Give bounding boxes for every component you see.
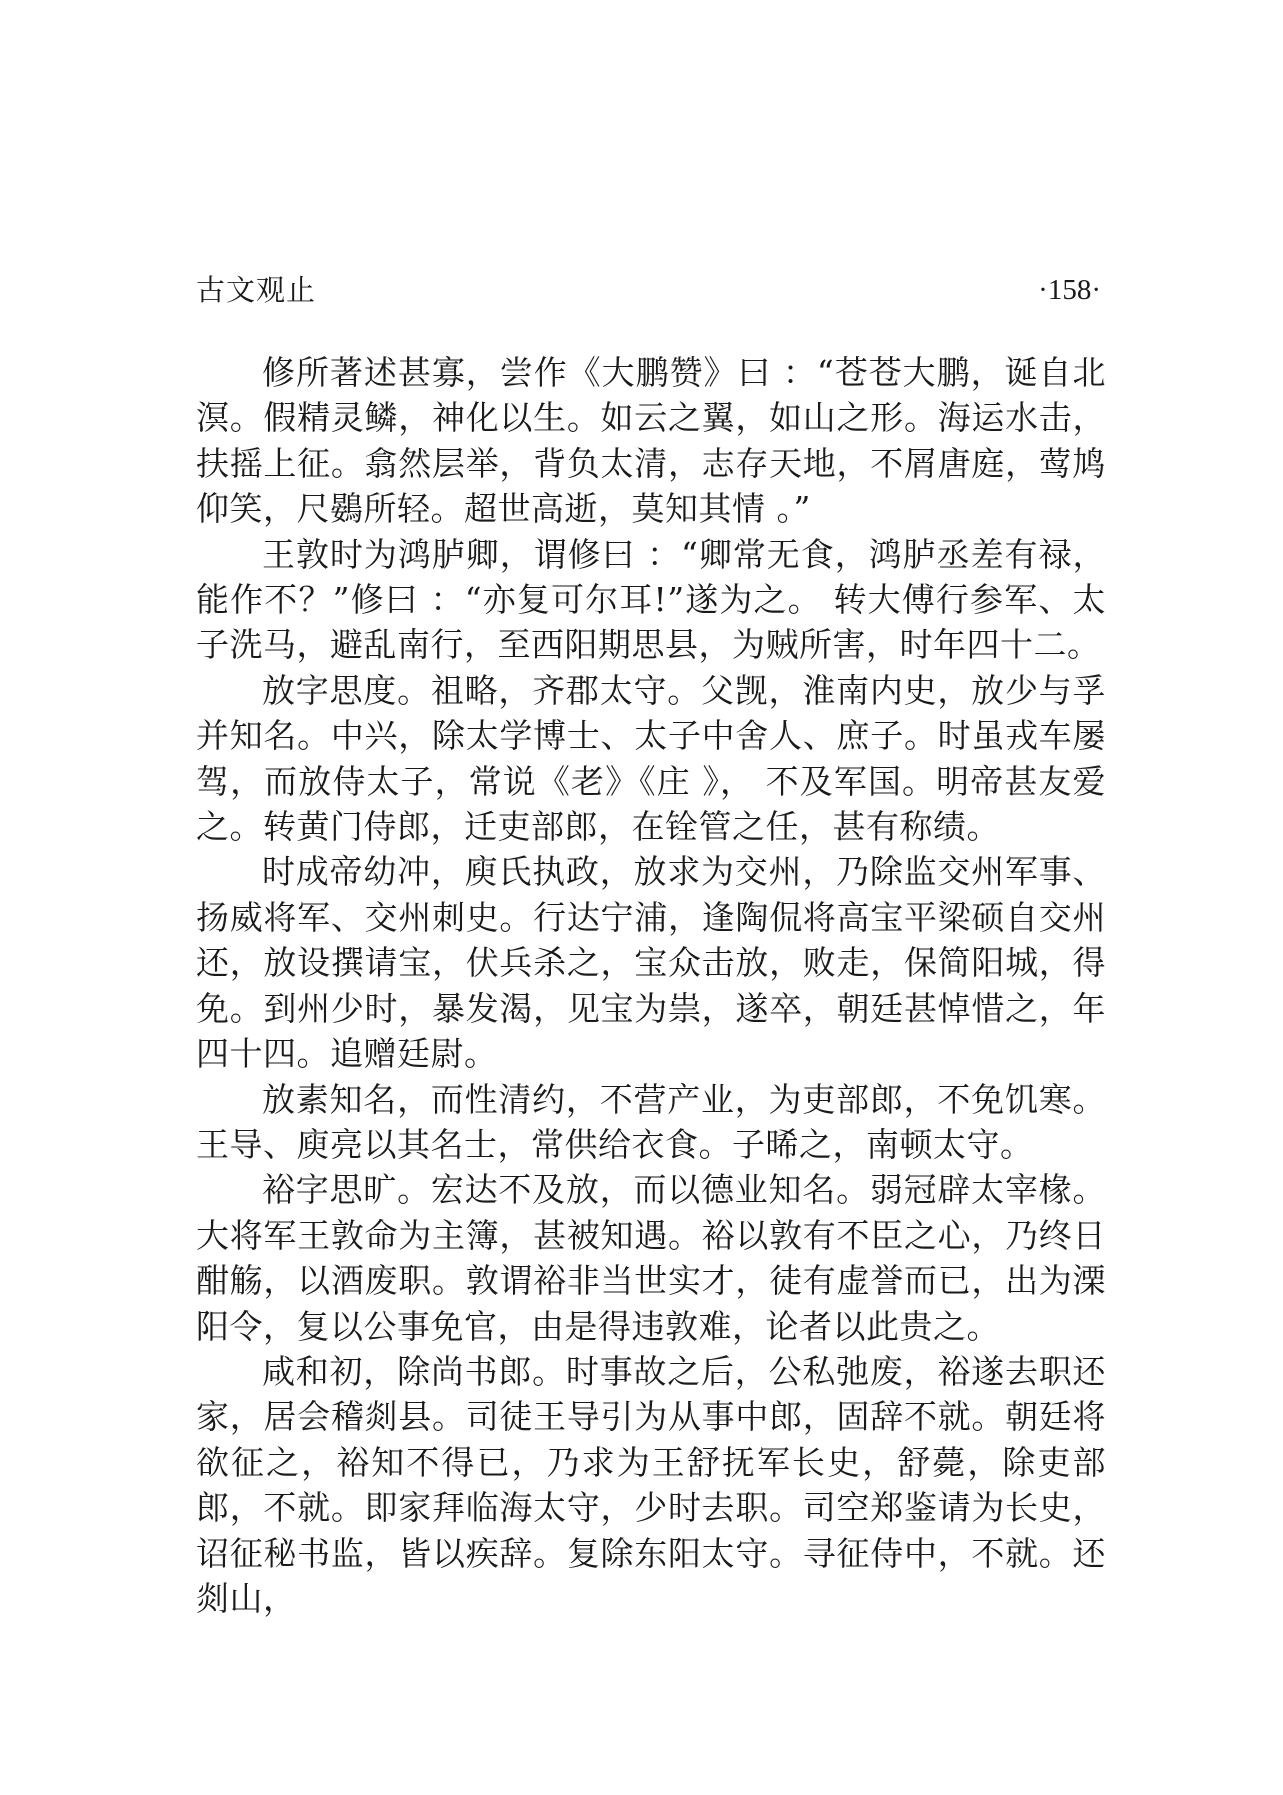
book-title: 古文观止 <box>196 273 317 307</box>
paragraph: 王敦时为鸿胪卿，谓修曰 ：“卿常无食，鸿胪丞差有禄，能作不？”修曰 ：“亦复可尔耳!”遂为之。 转大傅行参军、太子洗马，避乱南行，至西阳期思县，为贼所害，时年四十二。 <box>196 534 1106 665</box>
running-head <box>196 268 1101 312</box>
paragraph: 裕字思旷。宏达不及放，而以德业知名。弱冠辟太宰椽。大将军王敦命为主簿，甚被知遇。裕以敦有不臣之心，乃终日酣觞，以酒废职。敦谓裕非当世实才，徒有虚誉而已，出为溧阳令，复以公事免官，由是得违敦难，论者以此贵之。 <box>196 1170 1106 1346</box>
body-text <box>196 350 1106 1621</box>
paragraph: 咸和初，除尚书郎。时事故之后，公私弛废，裕遂去职还家，居会稽剡县。司徒王导引为从事中郎，固辞不就。朝廷将欲征之，裕知不得已，乃求为王舒抚军长史，舒薨，除吏部郎，不就。即家拜临海太守，少时去职。司空郑鉴请为长史，诏征秘书监，皆以疾辞。复除东阳太守。寻征侍中，不就。还剡山， <box>196 1351 1106 1618</box>
page-number: ·158· <box>1038 274 1101 306</box>
paragraph: 时成帝幼冲，庾氏执政，放求为交州，乃除监交州军事、扬威将军、交州刺史。行达宁浦，逢陶侃将高宝平梁硕自交州还，放设撰请宝，伏兵杀之，宝众击放，败走，保简阳城，得免。到州少时，暴发渴，见宝为祟，遂卒，朝廷甚悼惜之，年四十四。追赠廷尉。 <box>196 852 1106 1074</box>
paragraph: 修所著述甚寡，尝作《大鹏赞》曰 ：“苍苍大鹏，诞自北溟。假精灵鳞，神化以生。如云之翼，如山之形。海运水击，扶摇上征。翕然层举，背负太清，志存天地，不屑唐庭，莺鸠仰笑，尺鷃所轻。超世高逝，莫知其情 。” <box>196 353 1106 529</box>
paragraph: 放字思度。祖略，齐郡太守。父觊，淮南内史，放少与孚并知名。中兴，除太学博士、太子中舍人、庶子。时虽戎车屡驾，而放侍太子，常说《老》《庄 》， 不及军国。明帝甚友爱之。转黄门侍郎，迁吏部郎，在铨管之任，甚有称绩。 <box>196 670 1106 847</box>
paragraph: 放素知名，而性清约，不营产业，为吏部郎，不免饥寒。王导、庾亮以其名士，常供给衣食。子晞之，南顿太守。 <box>196 1079 1106 1164</box>
